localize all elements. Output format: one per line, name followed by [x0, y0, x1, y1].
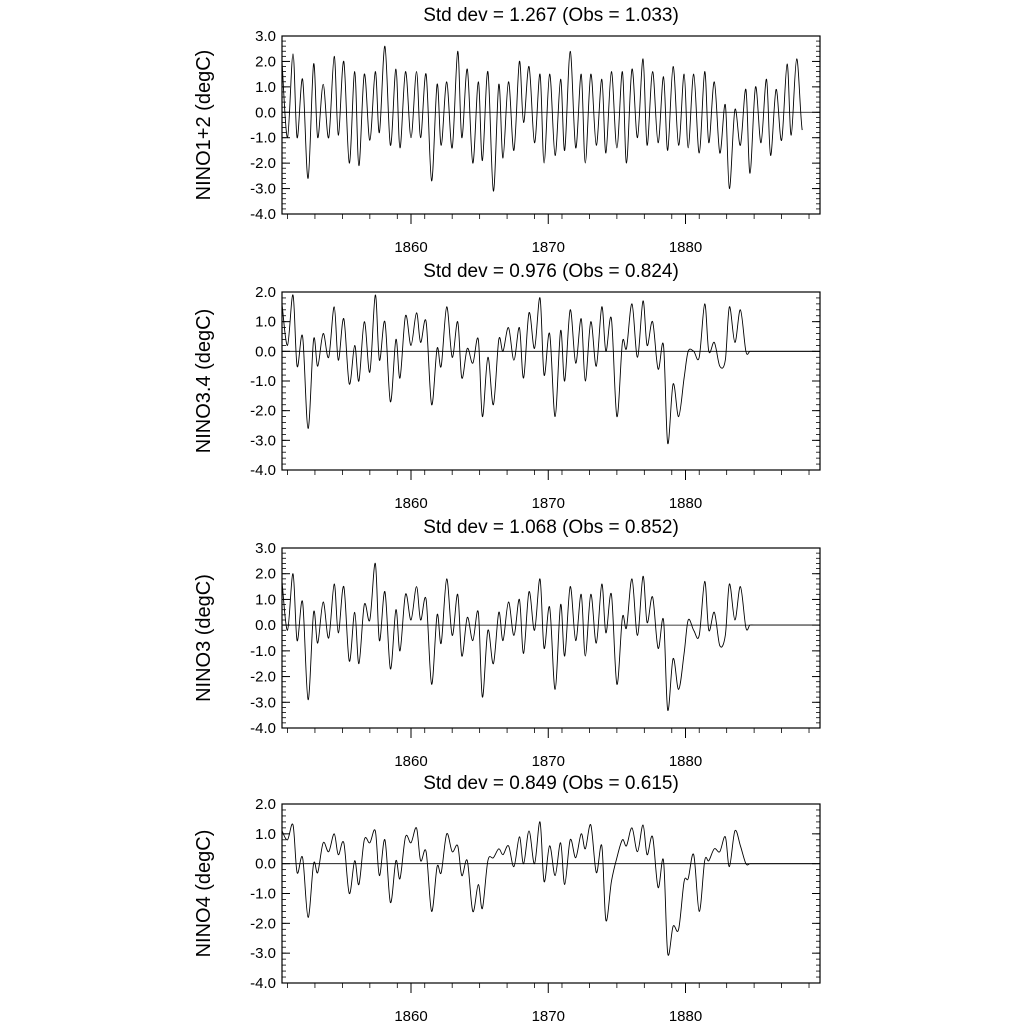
- y-tick-label: -4.0: [250, 462, 276, 479]
- y-tick-label: 2.0: [255, 796, 276, 813]
- chart-panel-3: [193, 517, 820, 770]
- plot-frame: [282, 548, 820, 728]
- y-tick-label: -2.0: [250, 915, 276, 933]
- x-tick-label: 1870: [531, 239, 565, 256]
- y-tick-label: -3.0: [250, 694, 276, 712]
- y-tick-label: 0.0: [255, 343, 276, 361]
- plot-frame: [282, 292, 820, 470]
- y-tick-label: -3.0: [250, 180, 276, 198]
- y-axis-label: NINO1+2 (degC): [193, 49, 215, 201]
- chart-panel-4: [193, 773, 820, 1024]
- chart-title: Std dev = 1.267 (Obs = 1.033): [423, 5, 679, 26]
- plot-frame: [282, 36, 820, 214]
- series-line-1: [282, 563, 816, 710]
- y-tick-label: 1.0: [255, 591, 276, 609]
- y-tick-label: -4.0: [250, 720, 276, 737]
- x-tick-label: 1880: [668, 495, 703, 512]
- y-tick-label: 0.0: [255, 104, 276, 122]
- y-axis-label: NINO3 (degC): [193, 574, 215, 702]
- y-tick-label: -2.0: [250, 668, 276, 686]
- series-line-1: [282, 46, 802, 191]
- chart-panel-1: [193, 5, 820, 256]
- x-tick-label: 1880: [668, 239, 703, 256]
- y-tick-label: 1.0: [255, 825, 276, 843]
- y-tick-label: -2.0: [250, 155, 276, 173]
- y-tick-label: 2.0: [255, 53, 276, 71]
- series-line-1: [282, 295, 816, 444]
- y-tick-label: -3.0: [250, 432, 276, 450]
- y-tick-label: 2.0: [255, 284, 276, 301]
- y-tick-label: 1.0: [255, 78, 276, 96]
- chart-panel-2: [193, 261, 820, 512]
- chart-title: Std dev = 0.976 (Obs = 0.824): [423, 261, 679, 282]
- series-line-1: [282, 822, 816, 956]
- x-tick-label: 1870: [531, 753, 565, 770]
- y-tick-label: 0.0: [255, 855, 276, 873]
- x-tick-label: 1860: [394, 1008, 428, 1024]
- y-tick-label: 3.0: [255, 28, 276, 45]
- y-tick-label: 0.0: [255, 617, 276, 635]
- x-tick-label: 1870: [531, 495, 565, 512]
- y-tick-label: 1.0: [255, 313, 276, 331]
- x-tick-label: 1880: [668, 753, 703, 770]
- y-tick-label: -1.0: [250, 129, 276, 147]
- x-tick-label: 1860: [394, 239, 428, 256]
- x-tick-label: 1860: [394, 753, 428, 770]
- plot-frame: [282, 804, 820, 983]
- y-tick-label: -4.0: [250, 206, 276, 223]
- y-tick-label: -1.0: [250, 642, 276, 660]
- y-axis-label: NINO3.4 (degC): [193, 308, 215, 454]
- x-tick-label: 1880: [668, 1008, 703, 1024]
- y-tick-label: -1.0: [250, 373, 276, 390]
- y-tick-label: 3.0: [255, 540, 276, 557]
- x-tick-label: 1870: [531, 1008, 565, 1024]
- chart-title: Std dev = 0.849 (Obs = 0.615): [423, 773, 679, 794]
- y-tick-label: -1.0: [250, 885, 276, 903]
- y-tick-label: 2.0: [255, 565, 276, 583]
- y-tick-label: -2.0: [250, 402, 276, 420]
- y-tick-label: -3.0: [250, 945, 276, 963]
- chart-title: Std dev = 1.068 (Obs = 0.852): [423, 517, 679, 538]
- x-tick-label: 1860: [394, 495, 428, 512]
- y-tick-label: -4.0: [250, 975, 276, 992]
- y-axis-label: NINO4 (degC): [193, 829, 215, 958]
